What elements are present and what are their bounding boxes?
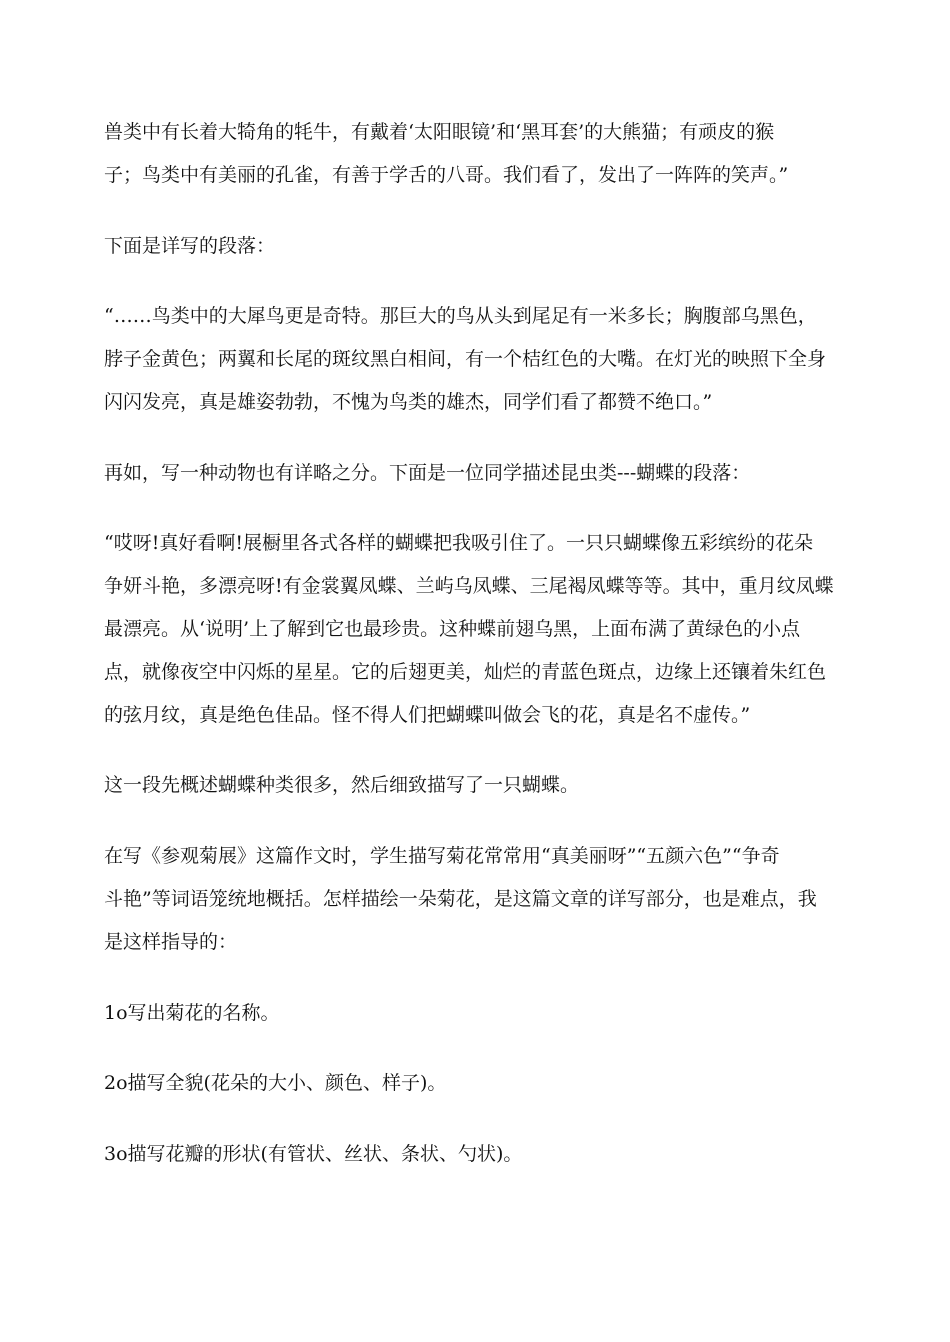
text-line: 这一段先概述蝴蝶种类很多，然后细致描写了一只蝴蝶。 <box>104 774 580 796</box>
text-line: “……鸟类中的大犀鸟更是奇特。那巨大的鸟从头到尾足有一米多长；胸腹部乌黑色， <box>104 305 817 327</box>
text-line: 3o描写花瓣的形状(有管状、丝状、条状、勺状)。 <box>104 1143 523 1165</box>
text-line: 斗艳”等词语笼统地概括。怎样描绘一朵菊花，是这篇文章的详写部分，也是难点，我 <box>104 888 817 910</box>
text-line: 闪闪发亮，真是雄姿勃勃，不愧为鸟类的雄杰，同学们看了都赞不绝口。” <box>104 391 713 413</box>
text-line: 争妍斗艳，多漂亮呀!有金裳翼凤蝶、兰屿乌凤蝶、三尾褐凤蝶等等。其中，重月纹凤蝶 <box>104 575 834 597</box>
text-line: 子；鸟类中有美丽的孔雀，有善于学舌的八哥。我们看了，发出了一阵阵的笑声。” <box>104 164 789 186</box>
text-line: 1o写出菊花的名称。 <box>104 1002 280 1024</box>
text-line: 点，就像夜空中闪烁的星星。它的后翅更美，灿烂的青蓝色斑点，边缘上还镶着朱红色 <box>104 661 827 683</box>
text-line: 2o描写全貌(花朵的大小、颜色、样子)。 <box>104 1072 447 1094</box>
text-line: 下面是详写的段落： <box>104 235 276 257</box>
text-line: 是这样指导的： <box>104 931 238 953</box>
text-line: 脖子金黄色；两翼和长尾的斑纹黑白相间，有一个桔红色的大嘴。在灯光的映照下全身 <box>104 348 827 370</box>
text-line: “哎呀!真好看啊!展橱里各式各样的蝴蝶把我吸引住了。一只只蝴蝶像五彩缤纷的花朵 <box>104 532 813 554</box>
text-line: 再如，写一种动物也有详略之分。下面是一位同学描述昆虫类---蝴蝶的段落： <box>104 462 751 484</box>
text-line: 在写《参观菊展》这篇作文时，学生描写菊花常常用“真美丽呀”“五颜六色”“争奇 <box>104 845 780 867</box>
text-line: 兽类中有长着大犄角的牦牛，有戴着‘太阳眼镜’和‘黑耳套’的大熊猫；有顽皮的猴 <box>104 121 775 143</box>
text-line: 最漂亮。从‘说明’上了解到它也最珍贵。这种蝶前翅乌黑，上面布满了黄绿色的小点 <box>104 618 801 640</box>
text-line: 的弦月纹，真是绝色佳品。怪不得人们把蝴蝶叫做会飞的花，真是名不虚传。” <box>104 704 751 726</box>
